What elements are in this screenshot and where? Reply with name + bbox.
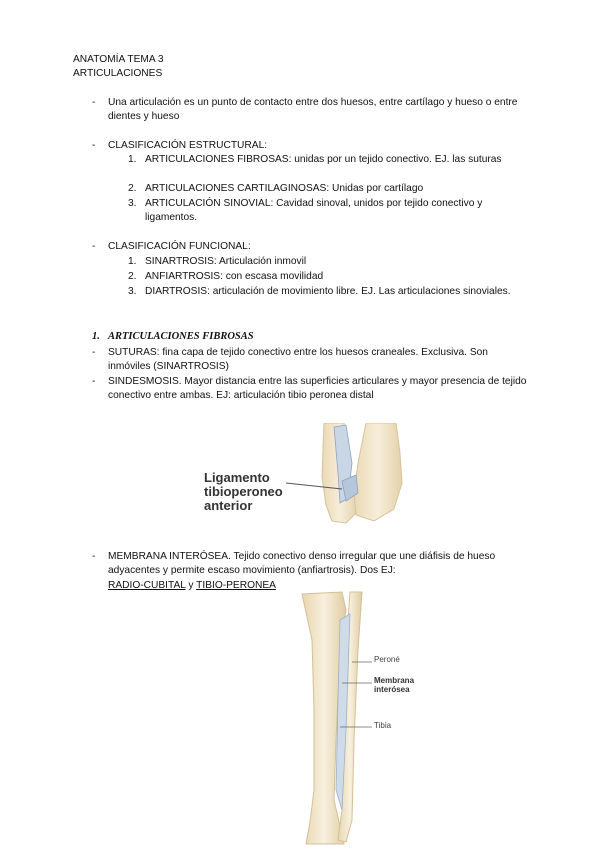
- section-number: 1.: [92, 331, 100, 342]
- list-number: 2.: [128, 271, 137, 282]
- bullet-dash: -: [92, 241, 96, 252]
- bullet-dash: -: [92, 97, 96, 108]
- example-link-tibio-peronea: TIBIO-PERONEA: [196, 580, 276, 591]
- suturas-text: SUTURAS: fina capa de tejido conectivo entre los huesos craneales. Exclusiva. Son inmóviles (SINARTROSIS): [108, 347, 488, 372]
- definition-text: Una articulación es un punto de contacto entre dos huesos, entre cartílago y hueso o entre dientes y hueso: [108, 97, 518, 122]
- label-membrana: Membrana: [374, 676, 415, 685]
- funcional-title: CLASIFICACIÓN FUNCIONAL:: [108, 241, 251, 252]
- figure-label: tibioperoneo: [204, 484, 283, 499]
- tibia-fibula-illustration: [300, 590, 425, 846]
- label-tibia: Tibia: [374, 721, 392, 730]
- bullet-dash: -: [92, 376, 96, 387]
- section-title: ARTICULACIONES FIBROSAS: [108, 331, 254, 342]
- label-perone: Peroné: [374, 655, 400, 664]
- label-interosea: interósea: [374, 685, 410, 694]
- list-item: ARTICULACIÓN SINOVIAL: Cavidad sinoval, unidos por tejido conectivo y ligamentos.: [145, 198, 483, 223]
- interosseous-figure: [300, 590, 425, 846]
- membrana-text: MEMBRANA INTERÓSEA. Tejido conectivo denso irregular que une diáfisis de hueso adyacentes y permite escaso movimiento (anfiartrosis). Dos EJ:: [108, 551, 496, 576]
- figure-label: Ligamento: [204, 470, 270, 485]
- list-number: 1.: [128, 154, 137, 165]
- conjunction: y: [188, 580, 194, 591]
- list-item: ARTICULACIONES CARTILAGINOSAS: Unidas por cartílago: [145, 183, 424, 194]
- list-item: SINARTROSIS: Articulación inmovil: [145, 256, 307, 267]
- list-number: 2.: [128, 183, 137, 194]
- figure-label: anterior: [204, 498, 253, 513]
- bullet-dash: -: [92, 140, 96, 151]
- list-number: 3.: [128, 286, 137, 297]
- doc-title: ANATOMÍA TEMA 3: [73, 54, 164, 65]
- estructural-title: CLASIFICACIÓN ESTRUCTURAL:: [108, 140, 268, 151]
- bullet-dash: -: [92, 347, 96, 358]
- ligament-figure: [196, 423, 406, 528]
- list-item: DIARTROSIS: articulación de movimiento libre. EJ. Las articulaciones sinoviales.: [145, 286, 511, 297]
- list-number: 1.: [128, 256, 137, 267]
- list-number: 3.: [128, 198, 137, 209]
- list-item: ANFIARTROSIS: con escasa movilidad: [145, 271, 324, 282]
- list-item: ARTICULACIONES FIBROSAS: unidas por un tejido conectivo. EJ. las suturas: [145, 154, 502, 165]
- sindesmosis-text: SINDESMOSIS. Mayor distancia entre las superficies articulares y mayor presencia de tejido conectivo entre ambas. EJ: articulación tibio peronea distal: [108, 376, 527, 401]
- doc-subtitle: ARTICULACIONES: [73, 68, 163, 79]
- bullet-dash: -: [92, 551, 96, 562]
- example-link-radio-cubital: RADIO-CUBITAL: [108, 580, 186, 591]
